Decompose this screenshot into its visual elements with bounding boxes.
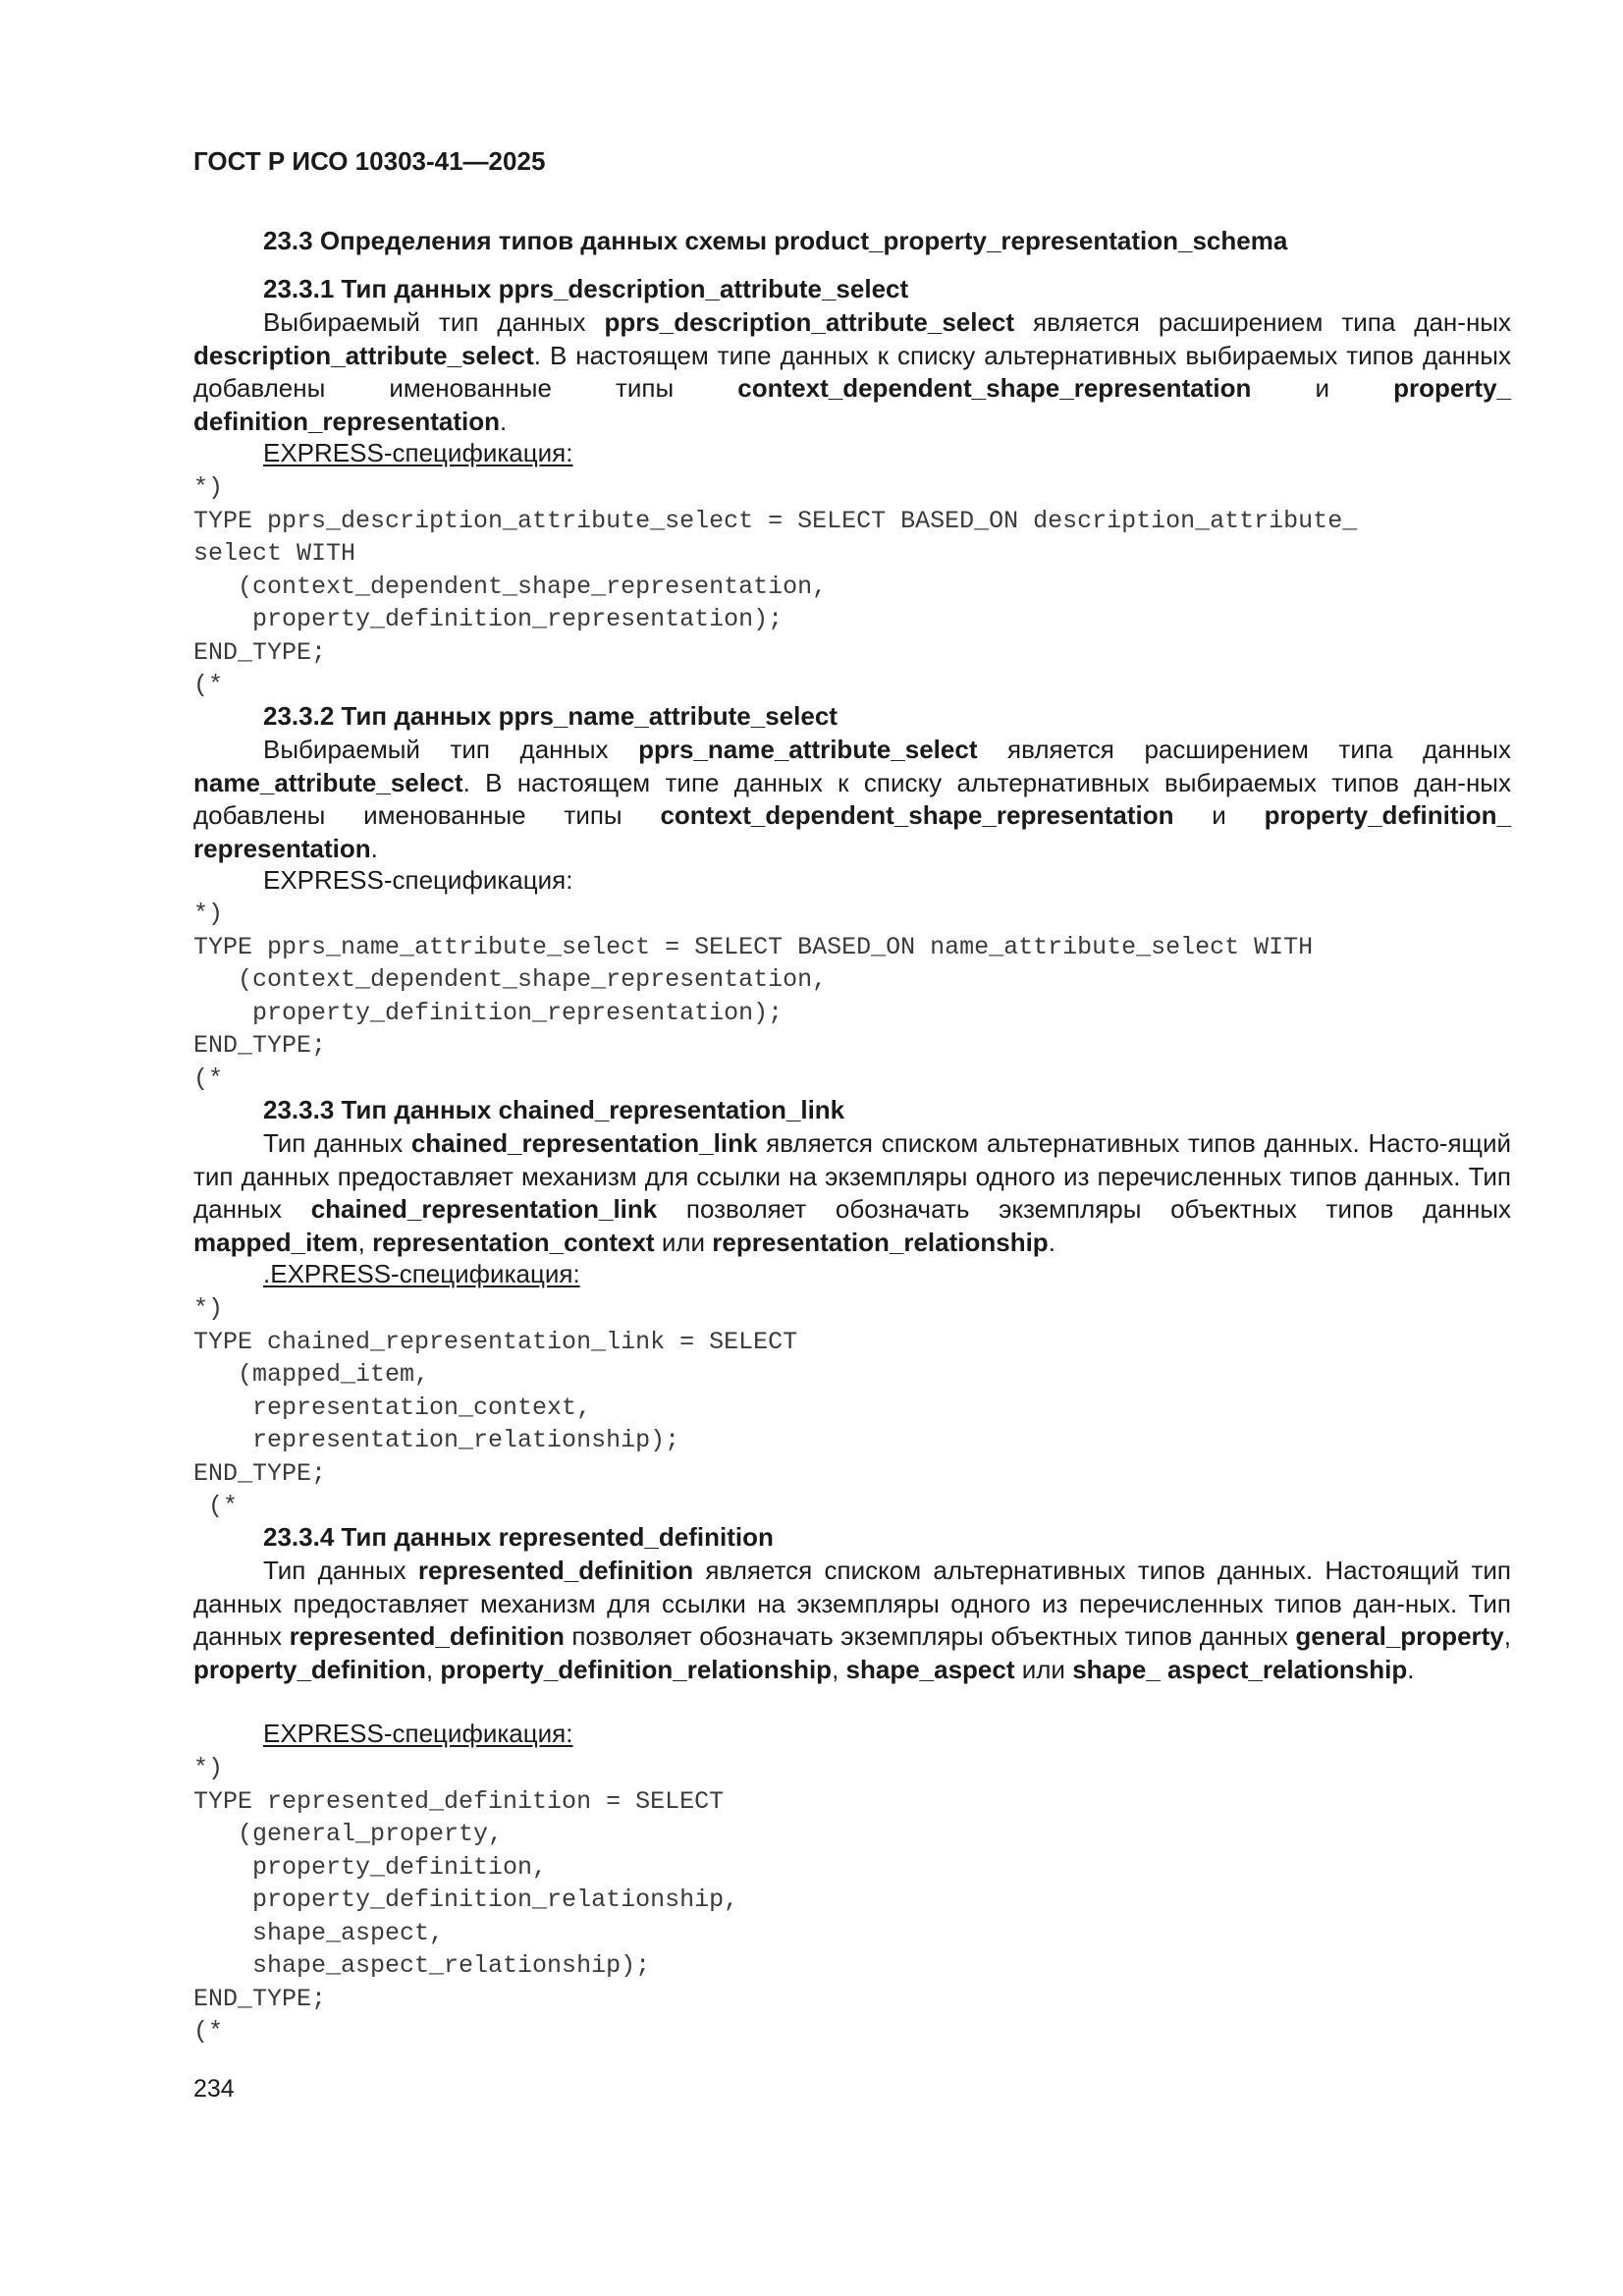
text-run: ,: [357, 1227, 373, 1257]
text-run: и: [1251, 373, 1394, 403]
subsection-paragraph-23-3-4: [193, 1555, 1511, 1686]
code-line: *): [193, 1294, 224, 1323]
text-run: .: [1407, 1654, 1415, 1684]
text-run: .: [1048, 1227, 1055, 1257]
code-line: representation_context,: [193, 1393, 592, 1422]
code-line: (general_property,: [193, 1820, 504, 1848]
code-line: representation_relationship);: [193, 1426, 680, 1454]
text-run: .: [500, 406, 508, 436]
term-representation-relationship: representation_relationship: [712, 1227, 1049, 1257]
document-id-header: ГОСТ Р ИСО 10303-41—2025: [193, 146, 546, 176]
code-line: END_TYPE;: [193, 1984, 327, 2013]
term-mapped-item: mapped_item: [193, 1227, 358, 1257]
text-run: и: [1173, 800, 1265, 830]
page-number: 234: [193, 2075, 235, 2103]
term-represented-definition: represented_definition: [417, 1556, 694, 1585]
subsection-paragraph-23-3-1: [193, 306, 1511, 438]
term-shape-aspect: shape_aspect: [845, 1654, 1015, 1684]
subsection-paragraph-23-3-2: [193, 734, 1511, 865]
term-pprs-description-attribute-select: pprs_description_attribute_select: [604, 307, 1015, 337]
express-specification-label: .EXPRESS-спецификация:: [263, 1259, 580, 1288]
code-line: TYPE represented_definition = SELECT: [193, 1786, 725, 1816]
code-line: *): [193, 1754, 224, 1782]
term-description-attribute-select: description_attribute_select: [193, 340, 534, 370]
express-code-block: [193, 898, 1313, 1095]
express-code-block: [193, 1752, 738, 2049]
subsection-heading-23-3-1: 23.3.1 Тип данных pprs_description_attribute_select: [263, 274, 909, 303]
code-line: property_definition_representation);: [193, 998, 784, 1027]
code-line: property_definition,: [193, 1852, 548, 1882]
text-run: ,: [832, 1654, 846, 1684]
code-line: (*: [193, 1492, 239, 1520]
section-heading-23-3: 23.3 Определения типов данных схемы product_property_representation_schema: [263, 226, 1288, 255]
code-line: END_TYPE;: [193, 1031, 327, 1060]
text-run: является списком альтернативных типов данных. Насто-ящий тип данных предоставляет механизм для ссылки на экземпляры одного из перечисленных типов данных. Тип данных: [193, 1128, 1511, 1224]
text-run: или: [1014, 1654, 1073, 1684]
term-context-dependent-shape-representation: context_dependent_shape_representation: [660, 800, 1174, 830]
code-line: shape_aspect,: [193, 1918, 445, 1947]
code-line: TYPE pprs_description_attribute_select = SELECT BASED_ON description_attribute_: [193, 506, 1358, 535]
express-code-block: [193, 471, 1357, 702]
code-line: *): [193, 473, 224, 502]
term-property-definition: property_definition: [193, 1654, 426, 1684]
subsection-heading-23-3-2: 23.3.2 Тип данных pprs_name_attribute_select: [263, 701, 838, 731]
text-run: . В настоящем типе данных к списку альтернативных выбираемых типов данных добавлены именованные типы: [193, 340, 1511, 403]
text-run: Выбираемый тип данных: [263, 735, 639, 764]
express-specification-label: EXPRESS-спецификация:: [263, 865, 573, 895]
code-line: (mapped_item,: [193, 1360, 430, 1389]
code-line: property_definition_representation);: [193, 605, 784, 633]
term-property-definition-representation: property_definition_ representation: [193, 800, 1511, 863]
express-code-block: [193, 1292, 797, 1523]
text-run: или: [654, 1227, 713, 1257]
code-line: (context_dependent_shape_representation,: [193, 572, 828, 601]
text-run: является списком альтернативных типов данных. Настоящий тип данных предоставляет механизм для ссылки на экземпляры одного из перечисленных типов дан-ных. Тип данных: [193, 1556, 1511, 1651]
term-pprs-name-attribute-select: pprs_name_attribute_select: [638, 735, 978, 764]
code-line: *): [193, 900, 224, 928]
code-line: TYPE pprs_name_attribute_select = SELECT BASED_ON name_attribute_select WITH: [193, 932, 1314, 961]
term-represented-definition: represented_definition: [289, 1621, 565, 1651]
code-line: property_definition_relationship,: [193, 1886, 739, 1914]
code-line: (context_dependent_shape_representation,: [193, 965, 828, 994]
text-run: ,: [1503, 1621, 1511, 1651]
text-run: Тип данных: [263, 1128, 411, 1158]
subsection-heading-23-3-3: 23.3.3 Тип данных chained_representation_link: [263, 1095, 845, 1124]
code-line: (*: [193, 671, 224, 699]
term-representation-context: representation_context: [372, 1227, 655, 1257]
text-run: является расширением типа данных: [977, 735, 1511, 764]
express-specification-label: EXPRESS-спецификация:: [263, 1719, 573, 1748]
code-line: (*: [193, 2017, 224, 2046]
text-run: Выбираемый тип данных: [263, 307, 605, 337]
term-general-property: general_property: [1295, 1621, 1504, 1651]
code-line: (*: [193, 1064, 224, 1093]
term-shape-aspect-relationship: shape_ aspect_relationship: [1072, 1654, 1408, 1684]
express-specification-label: EXPRESS-спецификация:: [263, 438, 573, 467]
term-property-definition-relationship: property_definition_relationship: [440, 1654, 833, 1684]
text-run: ,: [425, 1654, 441, 1684]
subsection-heading-23-3-4: 23.3.4 Тип данных represented_definition: [263, 1522, 774, 1552]
text-run: позволяет обозначать экземпляры объектных типов данных: [564, 1621, 1296, 1651]
code-line: shape_aspect_relationship);: [193, 1951, 651, 1980]
code-line: select WITH: [193, 539, 356, 568]
code-line: END_TYPE;: [193, 1458, 327, 1488]
text-run: является расширением типа дан-ных: [1014, 307, 1511, 337]
term-context-dependent-shape-representation: context_dependent_shape_representation: [737, 373, 1252, 403]
text-run: . В настоящем типе данных к списку альтернативных выбираемых типов дан-ных добавлены именованные типы: [193, 767, 1511, 830]
term-chained-representation-link: chained_representation_link: [410, 1128, 758, 1158]
term-name-attribute-select: name_attribute_select: [193, 767, 463, 797]
code-line: TYPE chained_representation_link = SELECT: [193, 1327, 798, 1356]
term-chained-representation-link: chained_representation_link: [310, 1194, 658, 1224]
text-run: .: [370, 833, 378, 863]
text-run: позволяет обозначать экземпляры объектных типов данных: [657, 1194, 1512, 1224]
text-run: Тип данных: [263, 1556, 418, 1585]
subsection-paragraph-23-3-3: [193, 1127, 1511, 1259]
code-line: END_TYPE;: [193, 637, 327, 667]
term-property-definition-representation: property_ definition_representation: [193, 373, 1511, 436]
